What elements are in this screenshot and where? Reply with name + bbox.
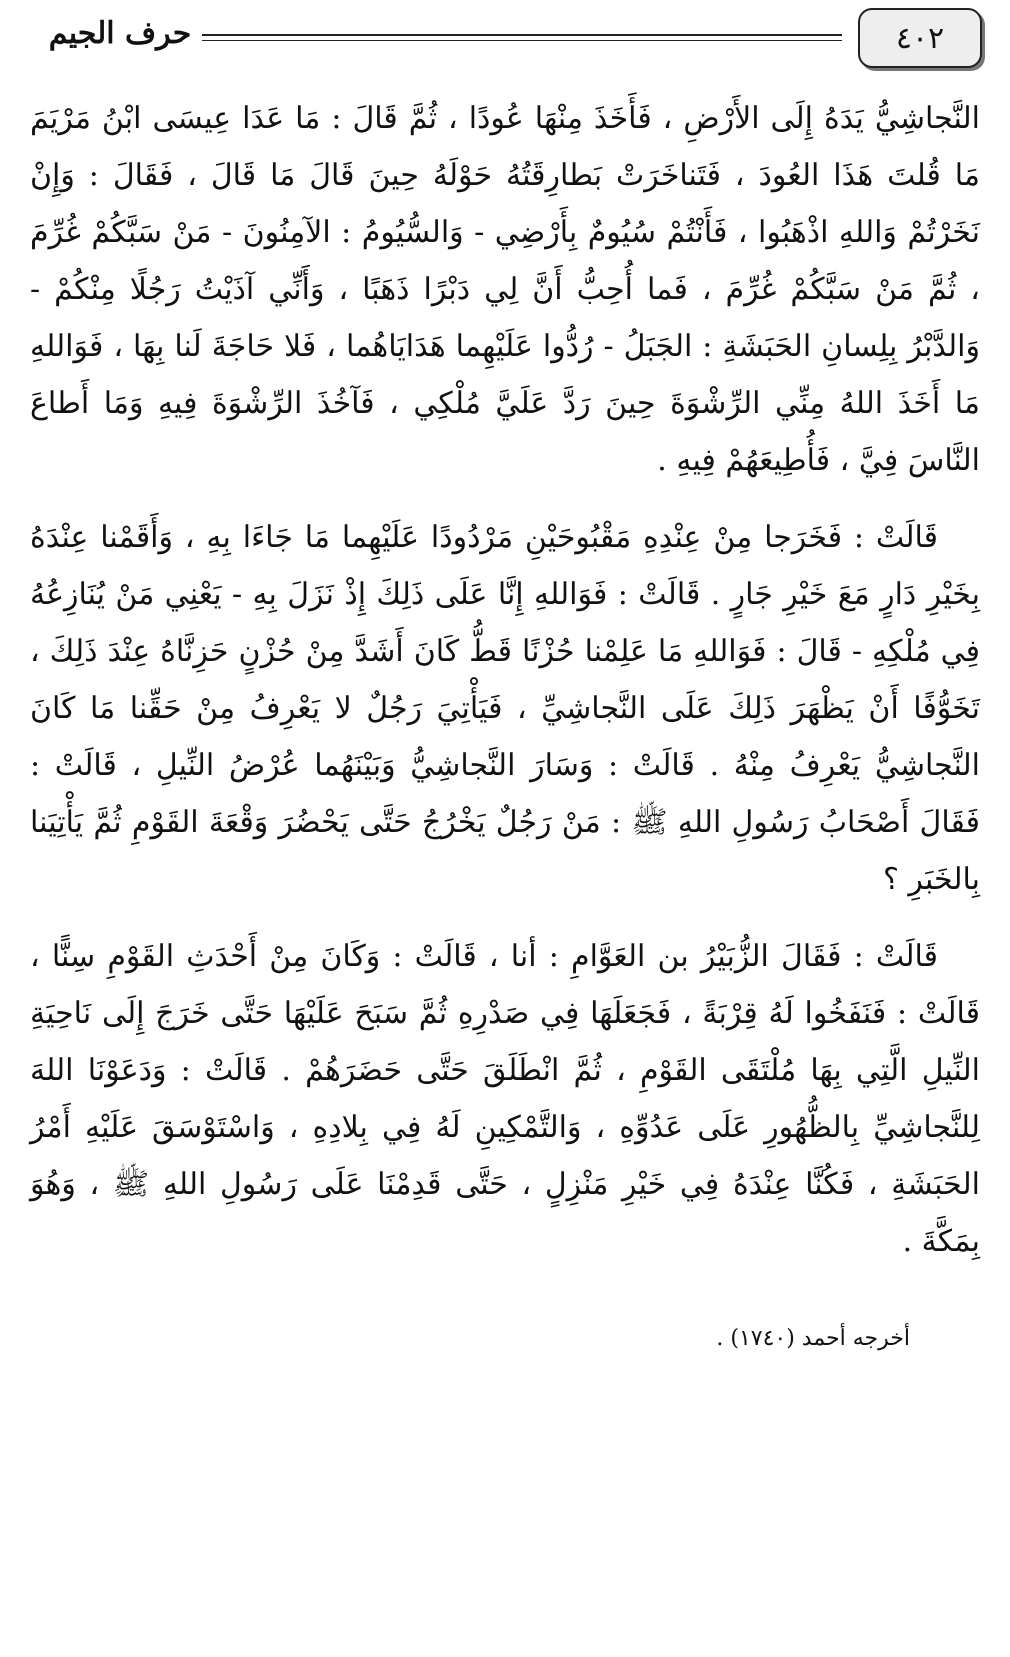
- paragraph-1: النَّجاشِيُّ يَدَهُ إِلَى الأَرْضِ ، فَأَخَذَ مِنْهَا عُودًا ، ثُمَّ قَالَ : مَا عَدَا عِيسَى ابْنُ مَرْيَمَ مَا قُلتَ هَذَا العُودَ ، فَتَناخَرَتْ بَطارِقَتُهُ حَوْلَهُ حِينَ قَالَ مَا قَالَ ، فَقَالَ : وَإِنْ نَخَرْتُمْ وَاللهِ اذْهَبُوا ، فَأَنْتُمْ سُيُومٌ بِأَرْضِي - وَالسُّيُومُ : الآمِنُونَ - مَنْ سَبَّكُمْ غُرِّمَ ، ثُمَّ مَنْ سَبَّكُمْ غُرِّمَ ، فَما أُحِبُّ أَنَّ لِي دَبْرًا ذَهَبًا ، وَأَنِّي آذَيْتُ رَجُلًا مِنْكُمْ - وَالدَّبْرُ بِلِسانِ الحَبَشَةِ : الجَبَلُ - رُدُّوا عَلَيْهِما هَدَايَاهُما ، فَلا حَاجَةَ لَنا بِهَا ، فَوَاللهِ مَا أَخَذَ اللهُ مِنِّي الرِّشْوَةَ حِينَ رَدَّ عَلَيَّ مُلْكِي ، فَآخُذَ الرِّشْوَةَ فِيهِ وَمَا أَطاعَ النَّاسَ فِيَّ ، فَأُطِيعَهُمْ فِيهِ .: [30, 101, 980, 478]
- paragraph-2: قَالَتْ : فَخَرَجا مِنْ عِنْدِهِ مَقْبُوحَيْنِ مَرْدُودًا عَلَيْهِما مَا جَاءَا بِهِ ، وَأَقَمْنا عِنْدَهُ بِخَيْرِ دَارٍ مَعَ خَيْرِ جَارٍ . قَالَتْ : فَوَاللهِ إِنَّا عَلَى ذَلِكَ إِذْ نَزَلَ بِهِ - يَعْنِي مَنْ يُنَازِعُهُ فِي مُلْكِهِ - قَالَ : فَوَاللهِ مَا عَلِمْنا حُزْنًا قَطُّ كَانَ أَشَدَّ مِنْ حُزْنٍ حَزِنَّاهُ عِنْدَ ذَلِكَ ، تَخَوُّفًا أَنْ يَظْهَرَ ذَلِكَ عَلَى النَّجاشِيِّ ، فَيَأْتِيَ رَجُلٌ لا يَعْرِفُ مِنْ حَقِّنا مَا كَانَ النَّجاشِيُّ يَعْرِفُ مِنْهُ . قَالَتْ : وَسَارَ النَّجاشِيُّ وَبَيْنَهُما عُرْضُ النِّيلِ ، قَالَتْ : فَقَالَ أَصْحَابُ رَسُولِ اللهِ ﷺ : مَنْ رَجُلٌ يَخْرُجُ حَتَّى يَحْضُرَ وَقْعَةَ القَوْمِ ثُمَّ يَأْتِيَنا بِالخَبَرِ ؟: [30, 520, 980, 897]
- footnote: أخرجه أحمد (١٧٤٠) .: [716, 1326, 910, 1351]
- body-text: [30, 90, 980, 1270]
- chapter-title: حرف الجيم: [48, 16, 192, 51]
- page-number: ٤٠٢: [895, 20, 945, 56]
- header-rule: [202, 34, 842, 41]
- paragraph-3: قَالَتْ : فَقَالَ الزُّبَيْرُ بن العَوَّامِ : أنا ، قَالَتْ : وَكَانَ مِنْ أَحْدَثِ القَوْمِ سِنًّا ، قَالَتْ : فَنَفَخُوا لَهُ قِرْبَةً ، فَجَعَلَهَا فِي صَدْرِهِ ثُمَّ سَبَحَ عَلَيْهَا حَتَّى خَرَجَ إِلَى نَاحِيَةِ النِّيلِ الَّتِي بِهَا مُلْتَقَى القَوْمِ ، ثُمَّ انْطَلَقَ حَتَّى حَضَرَهُمْ . قَالَتْ : وَدَعَوْنَا اللهَ لِلنَّجاشِيِّ بِالظُّهُورِ عَلَى عَدُوِّهِ ، وَالتَّمْكِينِ لَهُ فِي بِلادِهِ ، وَاسْتَوْسَقَ عَلَيْهِ أَمْرُ الحَبَشَةِ ، فَكُنَّا عِنْدَهُ فِي خَيْرِ مَنْزِلٍ ، حَتَّى قَدِمْنَا عَلَى رَسُولِ اللهِ ﷺ ، وَهُوَ بِمَكَّةَ .: [30, 939, 980, 1259]
- page-header: [20, 8, 970, 68]
- page-number-badge: [858, 8, 982, 68]
